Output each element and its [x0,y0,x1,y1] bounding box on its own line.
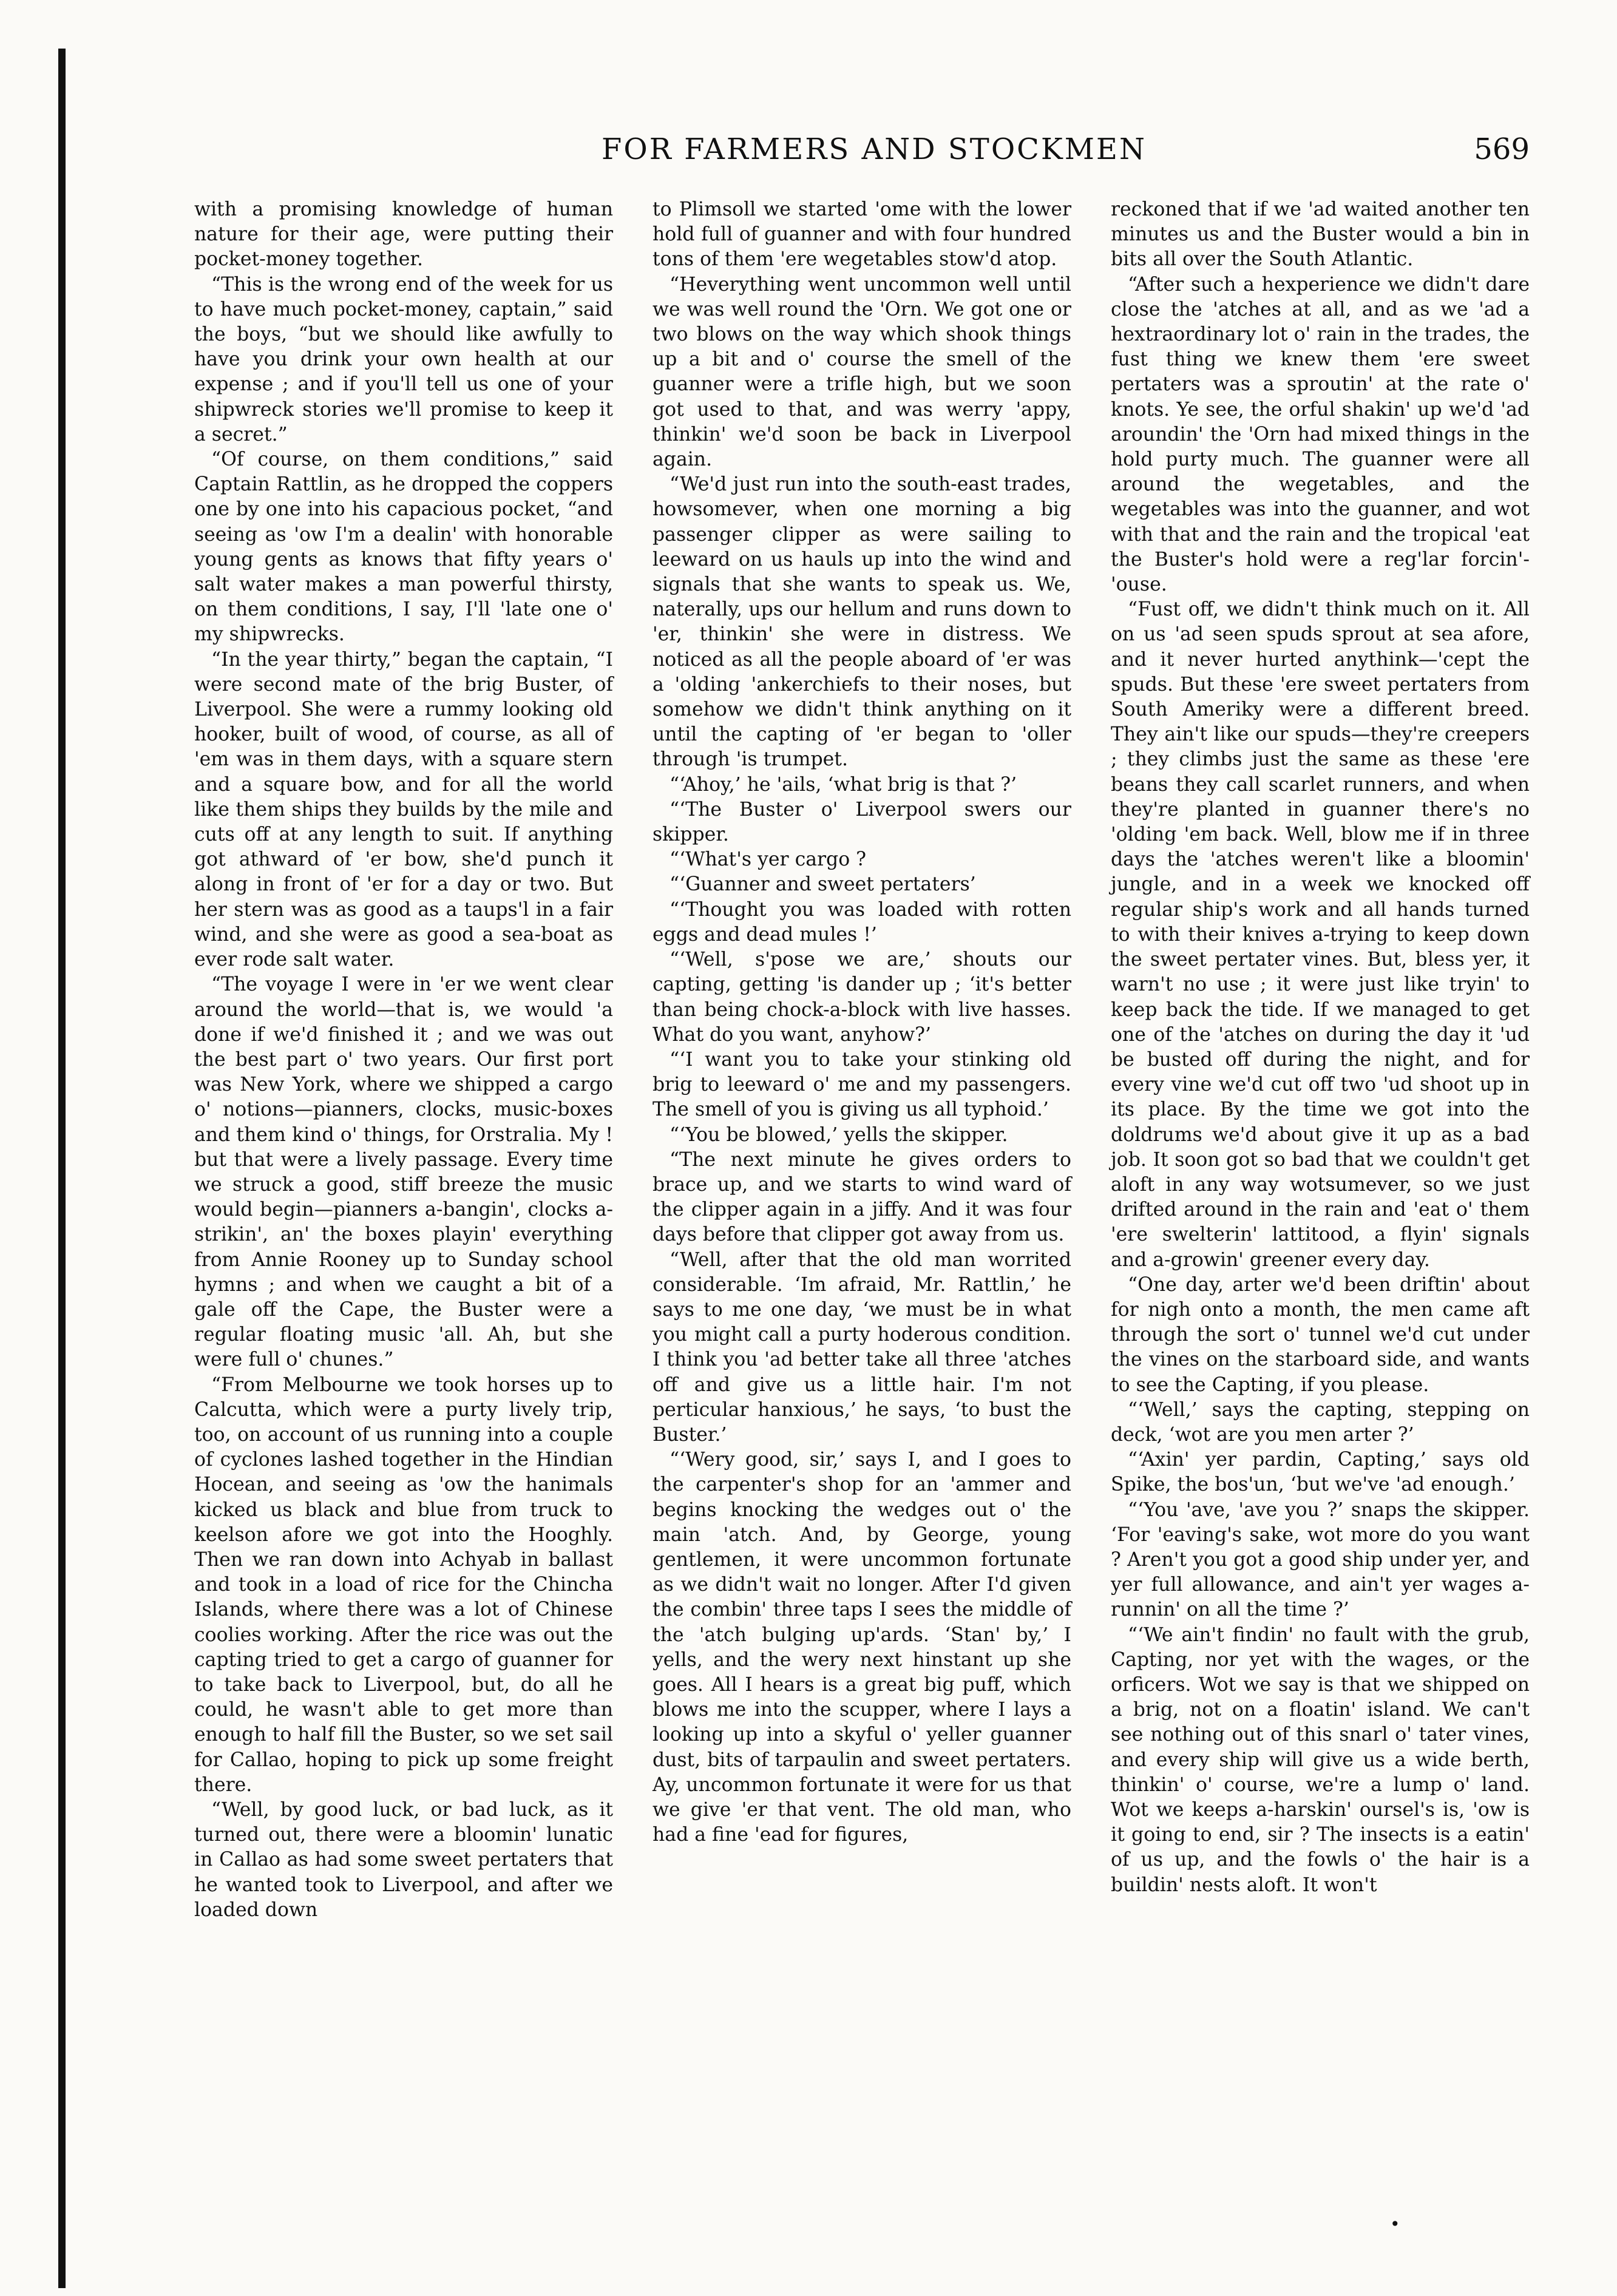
paragraph: to Plimsoll we started 'ome with the lower hold full of guanner and with four hundred tons of them 'ere wegetables stow'd atop. [653,198,1071,271]
paragraph: “Well, after that the old man worrited considerable. ‘Im afraid, Mr. Rattlin,’ he says to me one day, ‘we must be in what you might call a purty hoderous condition. I think you 'ad better take all three 'atches off and give us a little hair. I'm not perticular hanxious,’ he says, ‘to bust the Buster.’ [653,1248,1071,1446]
paragraph: “‘The Buster o' Liverpool swers our skipper. [653,798,1071,846]
paragraph: “Fust off, we didn't think much on it. All on us 'ad seen spuds sprout at sea afore, and it never hurted anythink—'cept the spuds. But these 'ere sweet pertaters from South Ameriky were a different breed. They ain't like our spuds—they're creepers ; they climbs just the same as these 'ere beans they call scarlet runners, and when they're planted in guanner there's no 'olding 'em back. Well, blow me if in three days the 'atches weren't like a bloomin' jungle, and in a week we knocked off regular ship's work and all hands turned to with their knives a-trying to keep down the sweet pertater vines. But, bless yer, it warn't no use ; it were just like tryin' to keep back the tide. If we managed to get one of the 'atches on during the day it 'ud be busted off during the night, and for every vine we'd cut off two 'ud shoot up in its place. By the time we got into the doldrums we'd about give it up as a bad job. It soon got so bad that we couldn't get aloft in any way wotsumever, so we just drifted around in the rain and 'eat o' them 'ere swelterin' lattitood, a flyin' signals and a-growin' greener every day. [1111,598,1530,1271]
text-column-2 [653,197,1071,2261]
paragraph: “This is the wrong end of the week for us to have much pocket-money, captain,” said the boys, “but we should like awfully to have you drink your own health at our expense ; and if you'll tell us one of your shipwreck stories we'll promise to keep it a secret.” [194,273,613,445]
paragraph: with a promising knowledge of human nature for their age, were putting their pocket-money together. [194,198,613,271]
paragraph: “Of course, on them conditions,” said Captain Rattlin, as he dropped the coppers one by one into his capacious pocket, “and seeing as 'ow I'm a dealin' with honorable young gents as knows that fifty years o' salt water makes a man powerful thirsty, on them conditions, I say, I'll 'late one o' my shipwrecks. [194,449,613,646]
text-column-1 [194,197,613,2261]
binding-rule [58,49,66,2288]
paragraph: “‘Axin' yer pardin, Capting,’ says old Spike, the bos'un, ‘but we've 'ad enough.’ [1111,1449,1530,1496]
page-header [194,132,1530,175]
paragraph: “‘You 'ave, 'ave you ?’ snaps the skipper. ‘For 'eaving's sake, wot more do you want ? Aren't you got a good ship under yer, and yer full allowance, and ain't yer wages a-runnin' on all the time ?’ [1111,1498,1530,1621]
paragraph: “‘Well, s'pose we are,’ shouts our capting, getting 'is dander up ; ‘it's better than being chock-a-block with live hasses. What do you want, anyhow?’ [653,949,1071,1046]
running-title: FOR FARMERS AND STOCKMEN [602,132,1147,166]
paragraph: “After such a hexperience we didn't dare close the 'atches at all, and as we 'ad a hextraordinary lot o' rain in the trades, the fust thing we knew them 'ere sweet pertaters was a sproutin' at the rate o' knots. Ye see, the orful shakin' up we'd 'ad aroundin' the 'Orn had mixed things in the hold purty much. The guanner were all around the wegetables, and the wegetables was into the guanner, and wot with that and the rain and the tropical 'eat the Buster's hold were a reg'lar forcin'-'ouse. [1111,273,1530,596]
article-body [194,197,1530,2261]
paragraph: “We'd just run into the south-east trades, howsomever, when one morning a big passenger clipper as were sailing to leeward on us hauls up into the wind and signals that she wants to speak us. We, naterally, ups our hellum and runs down to 'er, thinkin' she were in distress. We noticed as all the people aboard of 'er was a 'olding 'ankerchiefs to their noses, but somehow we didn't think anything on it until the capting of 'er began to 'oller through 'is trumpet. [653,473,1071,771]
page-number: 569 [1474,132,1530,166]
paragraph: “‘Wery good, sir,’ says I, and I goes to the carpenter's shop for an 'ammer and begins knocking the wedges out o' the main 'atch. And, by George, young gentlemen, it were uncommon fortunate as we didn't wait no longer. After I'd given the combin' three taps I sees the middle of the 'atch bulging up'ards. ‘Stan' by,’ I yells, and the wery next hinstant up she goes. All I hears is a great big puff, which blows me into the scupper, where I lays a looking up into a skyful o' yeller guanner dust, bits of tarpaulin and sweet pertaters. Ay, uncommon fortunate it were for us that we give 'er that vent. The old man, who had a fine 'ead for figures, [653,1449,1071,1846]
paragraph: “‘Thought you was loaded with rotten eggs and dead mules !’ [653,898,1071,946]
paragraph: “‘Ahoy,’ he 'ails, ‘what brig is that ?’ [670,773,1017,796]
paragraph: “From Melbourne we took horses up to Calcutta, which were a purty lively trip, too, on account of us running into a couple of cyclones lashed together in the Hindian Hocean, and seeing as 'ow the hanimals kicked us black and blue from truck to keelson afore we got into the Hooghly. Then we ran down into Achyab in ballast and took in a load of rice for the Chincha Islands, where there was a lot of Chinese coolies working. After the rice was out the capting tried to get a cargo of guanner for to take back to Liverpool, but, do all he could, he wasn't able to get more than enough to half fill the Buster, so we set sail for Callao, hoping to pick up some freight there. [194,1373,613,1796]
paragraph: “One day, arter we'd been driftin' about for nigh onto a month, the men came aft through the sort o' tunnel we'd cut under the vines on the starboard side, and wants to see the Capting, if you please. [1111,1273,1530,1396]
paragraph: “‘Well,’ says the capting, stepping on deck, ‘wot are you men arter ?’ [1111,1398,1530,1446]
paragraph: “‘What's yer cargo ? [670,848,867,871]
paragraph: “Heverything went uncommon well until we was well round the 'Orn. We got one or two blows on the way which shook things up a bit and o' course the smell of the guanner were a trifle high, but we soon got used to that, and was werry 'appy, thinkin' we'd soon be back in Liverpool again. [653,273,1071,471]
paragraph: “The voyage I were in 'er we went clear around the world—that is, we would 'a done if we'd finished it ; and we was out the best part o' two years. Our first port was New York, where we shipped a cargo o' notions—pianners, clocks, music-boxes and them kind o' things, for Orstralia. My ! but that were a lively passage. Every time we struck a good, stiff breeze the music would begin—pianners a-bangin', clocks a-strikin', an' the boxes playin' everything from Annie Rooney up to Sunday school hymns ; and when we caught a bit of a gale off the Cape, the Buster were a regular floating music 'all. Ah, but she were full o' chunes.” [194,974,613,1371]
stray-mark: • [1390,2214,1400,2234]
paragraph: “Well, by good luck, or bad luck, as it turned out, there were a bloomin' lunatic in Callao as had some sweet pertaters that he wanted took to Liverpool, and after we loaded down [194,1799,613,1921]
text-column-3 [1111,197,1530,2261]
paragraph: reckoned that if we 'ad waited another ten minutes us and the Buster would a bin in bits all over the South Atlantic. [1111,198,1530,271]
paragraph: “The next minute he gives orders to brace up, and we starts to wind ward of the clipper again in a jiffy. And it was four days before that clipper got away from us. [653,1148,1071,1246]
paragraph: “‘Guanner and sweet pertaters’ [670,873,976,896]
paragraph: “‘We ain't findin' no fault with the grub, Capting, nor yet with the wages, or the orficers. Wot we say is that we shipped on a brig, not on a floatin' island. We can't see nothing out of this snarl o' tater vines, and every ship will give us a wide berth, thinkin' o' course, we're a lump o' land. Wot we keeps a-harskin' oursel's is, 'ow is it going to end, sir ? The insects is a eatin' of us up, and the fowls o' the hair is a buildin' nests aloft. It won't [1111,1624,1530,1896]
paragraph: “‘I want you to take your stinking old brig to leeward o' me and my passengers. The smell of you is giving us all typhoid.’ [653,1048,1071,1121]
paragraph: “In the year thirty,” began the captain, “I were second mate of the brig Buster, of Liverpool. She were a rummy looking old hooker, built of wood, of course, as all of 'em was in them days, with a square stern and a square bow, and for all the world like them ships they builds by the mile and cuts off at any length to suit. If anything got athward of 'er bow, she'd punch it along in front of 'er for a day or two. But her stern was as good as a taups'l in a fair wind, and she were as good a sea-boat as ever rode salt water. [194,648,613,971]
paragraph: “‘You be blowed,’ yells the skipper. [670,1123,1008,1146]
